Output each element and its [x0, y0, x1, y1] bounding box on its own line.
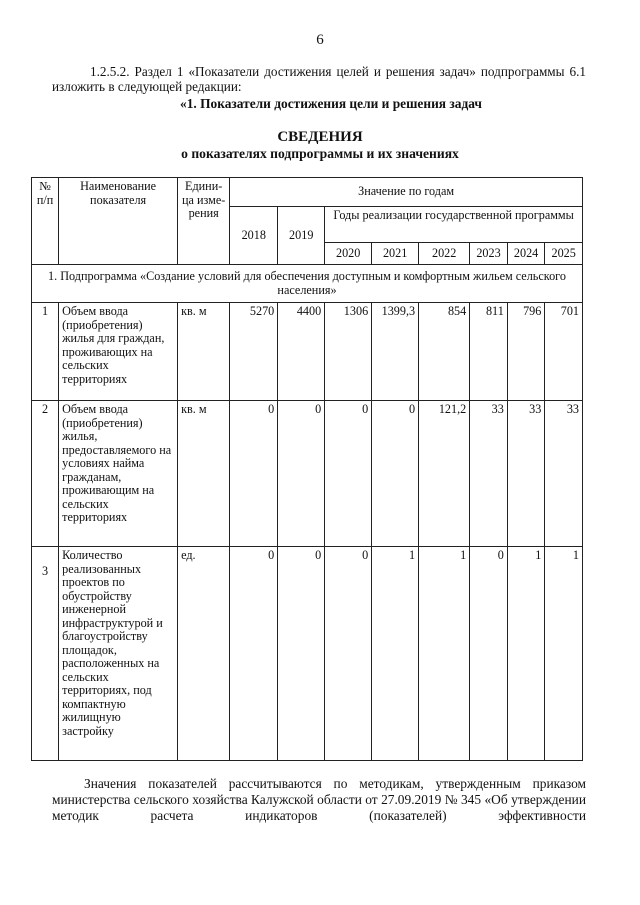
- header-unit: Едини-ца изме-рения: [178, 178, 230, 265]
- table-row: [32, 303, 583, 401]
- header-year-2025: 2025: [545, 243, 583, 265]
- intro-paragraph: 1.2.5.2. Раздел 1 «Показатели достижения целей и решения задач» подпрограммы 6.1 изложить в следующей редакции:: [52, 64, 586, 94]
- header-year-2018: 2018: [230, 207, 278, 265]
- row-value: 0: [230, 547, 278, 761]
- header-years-realization: Годы реализации государственной программы: [325, 207, 583, 243]
- row-num: 1: [32, 303, 59, 401]
- row-num: 2: [32, 401, 59, 547]
- header-indicator-name: Наименование показателя: [59, 178, 178, 265]
- row-value: 5270: [230, 303, 278, 401]
- subprogram-title: 1. Подпрограмма «Создание условий для обеспечения доступным и комфортным жильем сельского населения»: [32, 265, 583, 303]
- row-value: 0: [278, 401, 325, 547]
- indicators-table: [31, 177, 583, 761]
- row-indicator-name: Объем ввода (приобретения) жилья, предоставляемого на условиях найма гражданам, проживающим на сельских территориях: [59, 401, 178, 547]
- row-value: 854: [419, 303, 470, 401]
- row-value: 811: [470, 303, 508, 401]
- header-year-2020: 2020: [325, 243, 372, 265]
- row-value: 121,2: [419, 401, 470, 547]
- row-value: 1399,3: [372, 303, 419, 401]
- header-num: № п/п: [32, 178, 59, 265]
- row-unit: кв. м: [178, 401, 230, 547]
- row-indicator-name: Объем ввода (приобретения) жилья для граждан, проживающих на сельских территориях: [59, 303, 178, 401]
- row-value: 33: [545, 401, 583, 547]
- row-value: 1: [372, 547, 419, 761]
- row-value: 1: [419, 547, 470, 761]
- section-heading: «1. Показатели достижения цели и решения задач: [180, 96, 482, 111]
- row-value: 796: [507, 303, 545, 401]
- page-number: 6: [316, 32, 324, 48]
- row-value: 0: [230, 401, 278, 547]
- row-num: 3: [32, 547, 59, 761]
- table-row: [32, 547, 583, 761]
- row-value: 1306: [325, 303, 372, 401]
- header-year-2023: 2023: [470, 243, 508, 265]
- document-title: СВЕДЕНИЯ: [277, 129, 363, 145]
- row-indicator-name: Количество реализованных проектов по обустройству инженерной инфраструктурой и благоустройству площадок, расположенных на сельских территориях, под компактную жилищную застройку: [59, 547, 178, 761]
- closing-paragraph: Значения показателей рассчитываются по методикам, утвержденным приказом министерства сельского хозяйства Калужской области от 27.09.2019 № 345 «Об утверждении методик расчета индикаторов (показателей) эффективности: [52, 776, 586, 823]
- row-value: 4400: [278, 303, 325, 401]
- row-value: 0: [278, 547, 325, 761]
- row-value: 701: [545, 303, 583, 401]
- row-unit: кв. м: [178, 303, 230, 401]
- row-value: 33: [507, 401, 545, 547]
- row-value: 0: [470, 547, 508, 761]
- header-year-2022: 2022: [419, 243, 470, 265]
- row-value: 0: [325, 547, 372, 761]
- header-year-2019: 2019: [278, 207, 325, 265]
- row-value: 0: [372, 401, 419, 547]
- row-unit: ед.: [178, 547, 230, 761]
- header-values-by-year: Значение по годам: [230, 178, 583, 207]
- header-year-2021: 2021: [372, 243, 419, 265]
- header-year-2024: 2024: [507, 243, 545, 265]
- row-value: 1: [545, 547, 583, 761]
- document-subtitle: о показателях подпрограммы и их значениях: [181, 146, 459, 161]
- row-value: 33: [470, 401, 508, 547]
- table-row: [32, 401, 583, 547]
- row-value: 0: [325, 401, 372, 547]
- row-value: 1: [507, 547, 545, 761]
